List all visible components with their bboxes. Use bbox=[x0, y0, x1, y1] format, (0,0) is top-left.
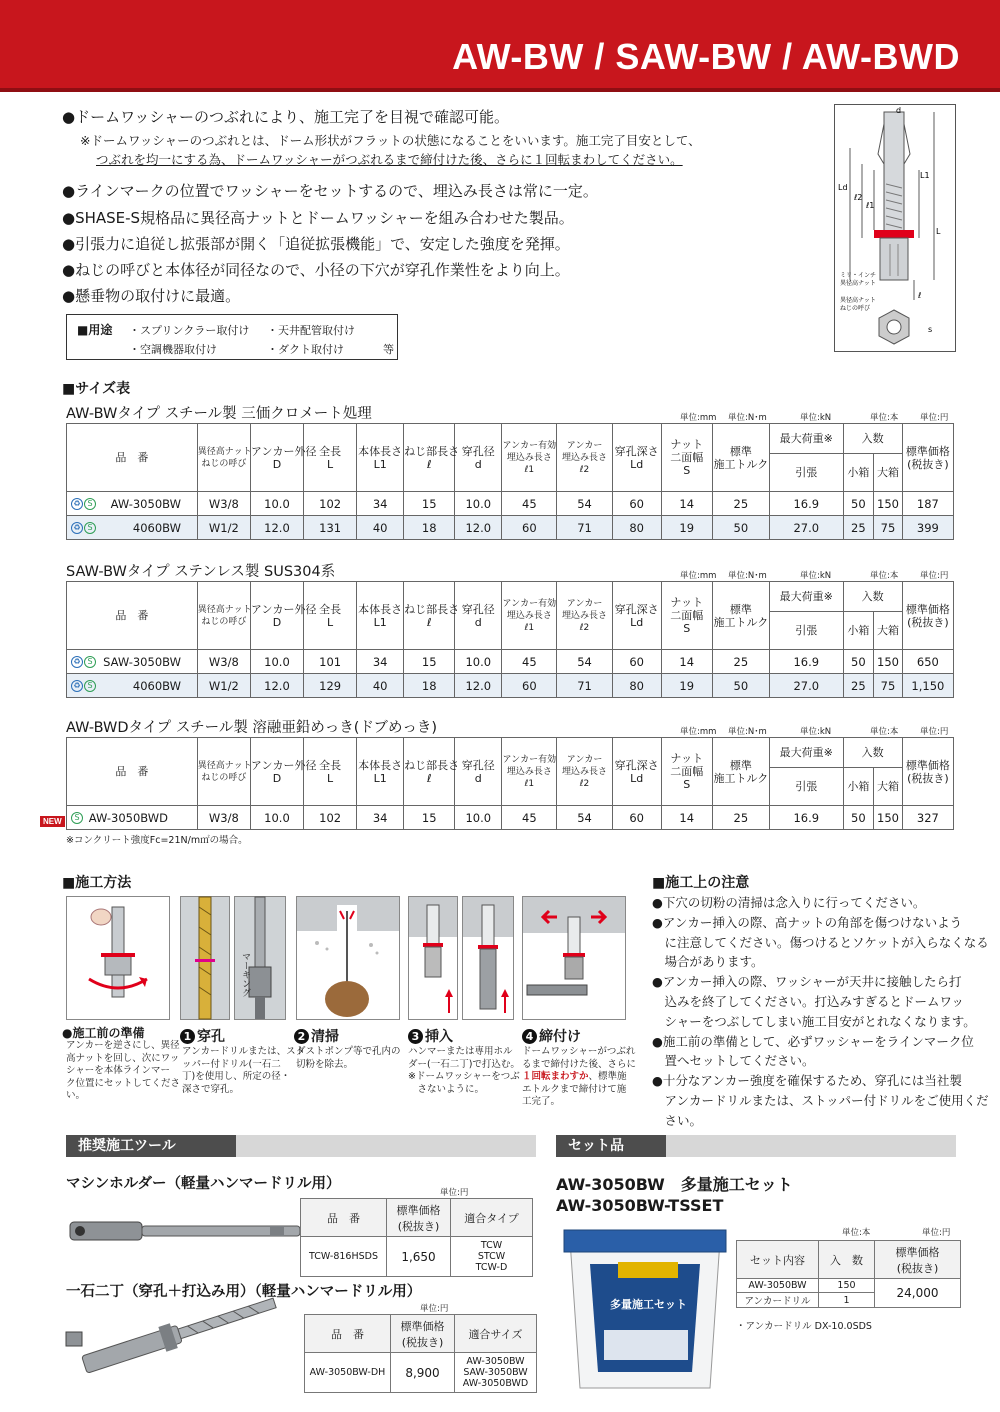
dim-s: s bbox=[928, 325, 933, 334]
set-item: AW-3050BW bbox=[737, 1279, 819, 1293]
cell-d: 10.0 bbox=[455, 492, 502, 516]
tool1-header: 適合タイプ bbox=[451, 1199, 533, 1237]
set-qty: 1 bbox=[819, 1293, 875, 1308]
cell-l: 102 bbox=[304, 806, 357, 830]
column-header: ねじ部長さ ℓ bbox=[404, 582, 455, 650]
usage-item: 等 bbox=[383, 343, 394, 356]
cell-thread: W1/2 bbox=[197, 516, 250, 540]
cell-small: 50 bbox=[843, 492, 874, 516]
column-header: ナット 二面幅 S bbox=[661, 424, 712, 492]
step-2-title: 2 清掃 bbox=[294, 1026, 339, 1046]
set-title-1: AW-3050BW 多量施工セット bbox=[556, 1175, 793, 1194]
part-number-cell: ♻ S AW-3050BW bbox=[67, 492, 198, 516]
column-header: 本体長さ L1 bbox=[357, 738, 404, 806]
column-header: 本体長さ L1 bbox=[357, 424, 404, 492]
unit-label: 単位:mm bbox=[680, 727, 717, 737]
column-header: 標準価格 (税抜き) bbox=[902, 582, 953, 650]
cell-d: 12.0 bbox=[455, 516, 502, 540]
cell-l1: 45 bbox=[502, 806, 557, 830]
usage-item: ・天井配管取付け bbox=[267, 324, 355, 337]
eco-icon: ♻ bbox=[71, 656, 83, 668]
unit-label: 単位:kN bbox=[800, 413, 832, 423]
set-header: 入 数 bbox=[819, 1241, 875, 1279]
cell-small: 50 bbox=[843, 806, 874, 830]
column-header: 穿孔径 d bbox=[455, 738, 502, 806]
cell-load: 16.9 bbox=[769, 806, 843, 830]
set-header: 標準価格 (税抜き) bbox=[875, 1241, 961, 1279]
tool1-header: 標準価格 (税抜き) bbox=[387, 1199, 451, 1237]
set-bar bbox=[556, 1135, 956, 1157]
eco-icon: ♻ bbox=[71, 680, 83, 692]
cell-load: 16.9 bbox=[769, 492, 843, 516]
tool1-price: 1,650 bbox=[387, 1237, 451, 1277]
caution-heading: ■施工上の注意 bbox=[652, 875, 750, 891]
cell-l1: 60 bbox=[502, 516, 557, 540]
cleaning-image bbox=[296, 896, 400, 1020]
cell-load: 16.9 bbox=[769, 650, 843, 674]
unit-label: 単位:円 bbox=[920, 727, 949, 737]
cell-large: 150 bbox=[874, 650, 903, 674]
part-number-cell: ♻ S 4060BW bbox=[67, 674, 198, 698]
column-header: ねじ部長さ ℓ bbox=[404, 738, 455, 806]
column-header: 穿孔径 d bbox=[455, 424, 502, 492]
column-header: アンカー有効 埋込み長さ ℓ1 bbox=[502, 582, 557, 650]
shase-s-icon: S bbox=[84, 656, 96, 668]
feature-4: ●引張力に追従し拡張部が開く「追従拡張機能」で、安定した強度を発揮。 bbox=[62, 235, 570, 253]
column-header: 標準 施工トルク bbox=[712, 424, 769, 492]
column-header: 穿孔径 d bbox=[455, 582, 502, 650]
step-1-title: 1 穿孔 bbox=[180, 1026, 225, 1046]
cell-thread: W3/8 bbox=[197, 650, 250, 674]
cell-torque: 50 bbox=[712, 674, 769, 698]
feature-6: ●懸垂物の取付けに最適。 bbox=[62, 287, 241, 305]
column-header: ナット 二面幅 S bbox=[661, 738, 712, 806]
anchor-dimension-diagram bbox=[834, 104, 956, 352]
cell-s: 19 bbox=[661, 674, 712, 698]
size-table bbox=[66, 581, 954, 698]
cell-d: 10.0 bbox=[250, 806, 303, 830]
unit-label: 単位:円 bbox=[920, 571, 949, 581]
shase-s-icon: S bbox=[84, 498, 96, 510]
dim-d: d bbox=[896, 106, 902, 115]
tools-bar-label: 推奨施工ツール bbox=[66, 1135, 236, 1157]
cell-l: 129 bbox=[304, 674, 357, 698]
cell-ld: 60 bbox=[612, 650, 661, 674]
unit-label: 単位:本 bbox=[870, 571, 899, 581]
column-header: 入数 bbox=[843, 738, 902, 768]
column-header: アンカー 埋込み長さ ℓ2 bbox=[557, 582, 612, 650]
dim-nut-label: 異径高ナット bbox=[840, 280, 876, 287]
tool1-table bbox=[300, 1198, 533, 1277]
unit-label: 単位:円 bbox=[920, 413, 949, 423]
method-heading: ■施工方法 bbox=[62, 875, 132, 891]
drill-image bbox=[180, 896, 230, 1020]
cell-s: 14 bbox=[661, 806, 712, 830]
cell-l: 15 bbox=[404, 492, 455, 516]
step-1-text: アンカードリルまたは、スト ッパー付ドリル(一石二 丁)を使用し、所定の径・ 深さで穿孔。 bbox=[182, 1046, 306, 1095]
new-badge: NEW bbox=[40, 816, 65, 827]
header-band bbox=[0, 88, 1000, 92]
cell-l2: 54 bbox=[557, 492, 612, 516]
bucket-label: 多量施工セット bbox=[610, 1298, 687, 1311]
dim-l: ℓ bbox=[918, 291, 922, 300]
cell-torque: 50 bbox=[712, 516, 769, 540]
cell-s: 19 bbox=[661, 516, 712, 540]
marking-label: マーキング bbox=[240, 952, 250, 997]
cell-torque: 25 bbox=[712, 650, 769, 674]
cell-ld: 80 bbox=[612, 516, 661, 540]
dim-nut-label: ねじの呼び bbox=[840, 305, 871, 312]
drill-illustration bbox=[181, 897, 229, 1019]
tighten-image bbox=[522, 896, 626, 1020]
unit-label: 単位:kN bbox=[800, 571, 832, 581]
column-header: 異径高ナット ねじの呼び bbox=[197, 582, 250, 650]
column-header: 大箱 bbox=[874, 454, 903, 492]
column-header: 穿孔深さ Ld bbox=[612, 582, 661, 650]
prep-illustration bbox=[67, 897, 169, 1019]
part-number-cell: ♻ S SAW-3050BW bbox=[67, 650, 198, 674]
set-qty: 150 bbox=[819, 1279, 875, 1293]
usage-item: ・空調機器取付け bbox=[129, 343, 217, 356]
set-header: セット内容 bbox=[737, 1241, 819, 1279]
tool2-price: 8,900 bbox=[391, 1353, 455, 1393]
cell-l1: 40 bbox=[357, 516, 404, 540]
eco-icon: ♻ bbox=[71, 522, 83, 534]
set-price: 24,000 bbox=[875, 1279, 961, 1308]
cell-l: 15 bbox=[404, 650, 455, 674]
cell-l2: 71 bbox=[557, 516, 612, 540]
cell-large: 75 bbox=[874, 674, 903, 698]
column-header: 最大荷重※ bbox=[769, 738, 843, 768]
tool2-header: 適合サイズ bbox=[455, 1315, 537, 1353]
cell-l: 18 bbox=[404, 516, 455, 540]
cell-thread: W3/8 bbox=[197, 492, 250, 516]
column-header: 小箱 bbox=[843, 454, 874, 492]
cell-price: 327 bbox=[902, 806, 953, 830]
column-header: 品 番 bbox=[67, 738, 198, 806]
cell-s: 14 bbox=[661, 492, 712, 516]
column-header: アンカー有効 埋込み長さ ℓ1 bbox=[502, 738, 557, 806]
usage-item: ・ダクト取付け bbox=[267, 343, 344, 356]
cell-l2: 54 bbox=[557, 650, 612, 674]
column-header: 全長 L bbox=[304, 582, 357, 650]
dim-nut-label: ミリ・インチ bbox=[840, 272, 877, 279]
table-subtitle: AW-BWDタイプ スチール製 溶融亜鉛めっき(ドブめっき) bbox=[66, 720, 438, 736]
tool2-unit: 単位:円 bbox=[420, 1304, 449, 1314]
column-header: 引張 bbox=[769, 768, 843, 806]
cell-l1: 45 bbox=[502, 650, 557, 674]
table-row bbox=[67, 516, 954, 540]
column-header: 標準価格 (税抜き) bbox=[902, 424, 953, 492]
column-header: 標準価格 (税抜き) bbox=[902, 738, 953, 806]
unit-label: 単位:kN bbox=[800, 727, 832, 737]
cell-l1: 34 bbox=[357, 650, 404, 674]
cell-large: 150 bbox=[874, 492, 903, 516]
stopper-drill-image bbox=[66, 1296, 300, 1382]
column-header: ナット 二面幅 S bbox=[661, 582, 712, 650]
unit-label: 単位:本 bbox=[870, 727, 899, 737]
insert-image bbox=[462, 896, 514, 1020]
unit-label: 単位:mm bbox=[680, 413, 717, 423]
cell-l1: 45 bbox=[502, 492, 557, 516]
step-2-text: ダストポンプ等で孔内の 切粉を除去。 bbox=[296, 1046, 401, 1070]
unit-label: 単位:N･m bbox=[728, 413, 767, 423]
shase-s-icon: S bbox=[71, 812, 83, 824]
cell-load: 27.0 bbox=[769, 516, 843, 540]
feature-note-1: ※ドームワッシャーのつぶれとは、ドーム形状がフラットの状態になることをいいます。施工完了目安として、 bbox=[80, 133, 701, 148]
cell-price: 1,150 bbox=[902, 674, 953, 698]
unit-label: 単位:本 bbox=[870, 413, 899, 423]
insert-image bbox=[408, 896, 458, 1020]
column-header: 全長 L bbox=[304, 424, 357, 492]
cell-l1: 60 bbox=[502, 674, 557, 698]
size-heading: ■サイズ表 bbox=[62, 381, 131, 397]
cell-large: 150 bbox=[874, 806, 903, 830]
step-3-text: ハンマーまたは専用ホル ダー(一石二丁)で打込む。 ※ドームワッシャーをつぶ さないように。 bbox=[408, 1046, 520, 1095]
header-banner bbox=[0, 0, 1000, 92]
cell-d: 12.0 bbox=[250, 516, 303, 540]
column-header: アンカー外径 D bbox=[250, 582, 303, 650]
set-item: アンカードリル bbox=[737, 1293, 819, 1308]
feature-1: ●ドームワッシャーのつぶれにより、施工完了を目視で確認可能。 bbox=[62, 108, 510, 126]
usage-box bbox=[66, 314, 398, 360]
table-row bbox=[67, 650, 954, 674]
tool1-fit: TCW STCW TCW-D bbox=[451, 1237, 533, 1277]
step-4-title: 4 締付け bbox=[522, 1026, 581, 1046]
table-row bbox=[67, 806, 954, 830]
cell-d: 10.0 bbox=[455, 650, 502, 674]
cell-d: 12.0 bbox=[455, 674, 502, 698]
cell-d: 10.0 bbox=[250, 492, 303, 516]
column-header: アンカー 埋込み長さ ℓ2 bbox=[557, 424, 612, 492]
tool1-header: 品 番 bbox=[301, 1199, 387, 1237]
machine-holder-image bbox=[70, 1212, 302, 1248]
column-header: 異径高ナット ねじの呼び bbox=[197, 424, 250, 492]
column-header: 引張 bbox=[769, 454, 843, 492]
cell-small: 25 bbox=[843, 674, 874, 698]
cell-small: 25 bbox=[843, 516, 874, 540]
column-header: 小箱 bbox=[843, 768, 874, 806]
dim-l2: ℓ2 bbox=[854, 193, 863, 202]
feature-5: ●ねじの呼びと本体径が同径なので、小径の下穴が穿孔作業性をより向上。 bbox=[62, 261, 570, 279]
page-title: AW-BW / SAW-BW / AW-BWD bbox=[452, 36, 960, 77]
cleaning-illustration bbox=[297, 897, 399, 1019]
dim-L1: L1 bbox=[920, 171, 930, 180]
dim-L: L bbox=[936, 227, 941, 236]
tool1-unit: 単位:円 bbox=[440, 1188, 469, 1198]
cell-torque: 25 bbox=[712, 492, 769, 516]
usage-label: ■用途 bbox=[77, 323, 113, 337]
cell-l: 18 bbox=[404, 674, 455, 698]
set-unit-1: 単位:本 bbox=[842, 1228, 871, 1238]
cell-price: 650 bbox=[902, 650, 953, 674]
unit-label: 単位:N･m bbox=[728, 571, 767, 581]
table-row bbox=[67, 674, 954, 698]
column-header: 小箱 bbox=[843, 612, 874, 650]
feature-2: ●ラインマークの位置でワッシャーをセットするので、埋込み長さは常に一定。 bbox=[62, 182, 598, 200]
tool2-table bbox=[304, 1314, 537, 1393]
column-header: 全長 L bbox=[304, 738, 357, 806]
set-note: ・アンカードリル DX-10.0SDS bbox=[736, 1321, 872, 1332]
table-row bbox=[67, 492, 954, 516]
set-title-2: AW-3050BW-TSSET bbox=[556, 1196, 724, 1215]
step-3-title: 3 挿入 bbox=[408, 1026, 453, 1046]
cell-l1: 34 bbox=[357, 492, 404, 516]
tool2-header: 標準価格 (税抜き) bbox=[391, 1315, 455, 1353]
set-table bbox=[736, 1240, 961, 1308]
cell-l2: 54 bbox=[557, 806, 612, 830]
eco-icon: ♻ bbox=[71, 498, 83, 510]
column-header: 大箱 bbox=[874, 612, 903, 650]
size-table bbox=[66, 423, 954, 540]
cell-price: 399 bbox=[902, 516, 953, 540]
usage-item: ・スプリンクラー取付け bbox=[129, 324, 250, 337]
shase-s-icon: S bbox=[84, 680, 96, 692]
set-unit-2: 単位:円 bbox=[922, 1228, 951, 1238]
cell-load: 27.0 bbox=[769, 674, 843, 698]
column-header: ねじ部長さ ℓ bbox=[404, 424, 455, 492]
tool1-part: TCW-816HSDS bbox=[301, 1237, 387, 1277]
column-header: 品 番 bbox=[67, 424, 198, 492]
cell-l1: 34 bbox=[357, 806, 404, 830]
column-header: 標準 施工トルク bbox=[712, 582, 769, 650]
feature-3: ●SHASE-S規格品に異径高ナットとドームワッシャーを組み合わせた製品。 bbox=[62, 209, 574, 227]
cell-d: 10.0 bbox=[250, 650, 303, 674]
tool1-title: マシンホルダー（軽量ハンマードリル用） bbox=[66, 1176, 341, 1192]
cell-ld: 60 bbox=[612, 806, 661, 830]
set-bar-label: セット品 bbox=[556, 1135, 666, 1157]
prep-text: アンカーを逆さにし、異径 高ナットを回し、次にワッ シャーを本体ラインマー ク位置にセットしてくださ い。 bbox=[66, 1040, 181, 1101]
shase-s-icon: S bbox=[84, 522, 96, 534]
column-header: 大箱 bbox=[874, 768, 903, 806]
cell-large: 75 bbox=[874, 516, 903, 540]
column-header: 異径高ナット ねじの呼び bbox=[197, 738, 250, 806]
tools-bar bbox=[66, 1135, 536, 1157]
dim-nut-label: 異径高ナット bbox=[840, 297, 876, 304]
column-header: 標準 施工トルク bbox=[712, 738, 769, 806]
column-header: アンカー 埋込み長さ ℓ2 bbox=[557, 738, 612, 806]
cell-l: 15 bbox=[404, 806, 455, 830]
cell-d: 10.0 bbox=[455, 806, 502, 830]
column-header: アンカー外径 D bbox=[250, 738, 303, 806]
tool2-title: 一石二丁（穿孔＋打込み用）（軽量ハンマードリル用） bbox=[66, 1284, 422, 1300]
cell-ld: 60 bbox=[612, 492, 661, 516]
insert-illustration-2 bbox=[463, 897, 513, 1019]
column-header: アンカー外径 D bbox=[250, 424, 303, 492]
column-header: アンカー有効 埋込み長さ ℓ1 bbox=[502, 424, 557, 492]
tighten-illustration bbox=[523, 897, 625, 1019]
tool2-header: 品 番 bbox=[305, 1315, 391, 1353]
table-subtitle: SAW-BWタイプ ステンレス製 SUS304系 bbox=[66, 564, 336, 580]
tool2-part: AW-3050BW-DH bbox=[305, 1353, 391, 1393]
cell-torque: 25 bbox=[712, 806, 769, 830]
cell-d: 12.0 bbox=[250, 674, 303, 698]
cell-s: 14 bbox=[661, 650, 712, 674]
size-table bbox=[66, 737, 954, 830]
cell-thread: W3/8 bbox=[197, 806, 250, 830]
part-number-cell: ♻ S 4060BW bbox=[67, 516, 198, 540]
caution-list: ●下穴の切粉の清掃は念入りに行ってください。 ●アンカー挿入の際、高ナットの角部を傷つけないよう に注意してください。傷つけるとソケットが入らなくなる 場合があります。 ●アンカー挿入の際、ワッシャーが天井に接触したら打 込みを終了してください。打込みすぎるとドームワッ シャーをつぶしてしまい施工目安がとれなくなります。 ●施工前の準備として、必ずワッシャーをラインマーク位 置へセットしてください。 ●十分なアンカー強度を確保するため、穿孔には当社製 アンカードリルまたは、ストッパー付ドリルをご使用くだ さい。 bbox=[652, 895, 989, 1128]
table-subtitle: AW-BWタイプ スチール製 三価クロメート処理 bbox=[66, 406, 372, 422]
cell-price: 187 bbox=[902, 492, 953, 516]
unit-label: 単位:N･m bbox=[728, 727, 767, 737]
unit-label: 単位:mm bbox=[680, 571, 717, 581]
step-4-text: ドームワッシャーがつぶれ るまで締付けた後、さらに １回転まわすか、標準施 エトルクまで締付けて施 工完了。 bbox=[522, 1046, 637, 1107]
part-number-cell: S AW-3050BWD bbox=[67, 806, 198, 830]
column-header: 最大荷重※ bbox=[769, 424, 843, 454]
column-header: 入数 bbox=[843, 582, 902, 612]
cell-small: 50 bbox=[843, 650, 874, 674]
cell-l: 102 bbox=[304, 492, 357, 516]
column-header: 入数 bbox=[843, 424, 902, 454]
cell-l: 101 bbox=[304, 650, 357, 674]
cell-ld: 80 bbox=[612, 674, 661, 698]
cell-l2: 71 bbox=[557, 674, 612, 698]
prep-image bbox=[66, 896, 170, 1020]
tool2-fit: AW-3050BW SAW-3050BW AW-3050BWD bbox=[455, 1353, 537, 1393]
column-header: 穿孔深さ Ld bbox=[612, 738, 661, 806]
dim-ld: Ld bbox=[838, 183, 848, 192]
prep-title: ●施工前の準備 bbox=[62, 1026, 145, 1040]
cell-l1: 40 bbox=[357, 674, 404, 698]
column-header: 品 番 bbox=[67, 582, 198, 650]
column-header: 最大荷重※ bbox=[769, 582, 843, 612]
column-header: 穿孔深さ Ld bbox=[612, 424, 661, 492]
dim-l1: ℓ1 bbox=[866, 201, 875, 210]
feature-note-2: つぶれを均一にする為、ドームワッシャーがつぶれるまで締付けた後、さらに１回転まわしてください。 bbox=[96, 152, 683, 167]
set-bucket-image bbox=[560, 1222, 730, 1394]
cell-l: 131 bbox=[304, 516, 357, 540]
column-header: 引張 bbox=[769, 612, 843, 650]
insert-illustration-1 bbox=[409, 897, 457, 1019]
size-footnote: ※コンクリート強度Fc=21N/m㎡の場合。 bbox=[66, 835, 248, 846]
column-header: 本体長さ L1 bbox=[357, 582, 404, 650]
cell-thread: W1/2 bbox=[197, 674, 250, 698]
